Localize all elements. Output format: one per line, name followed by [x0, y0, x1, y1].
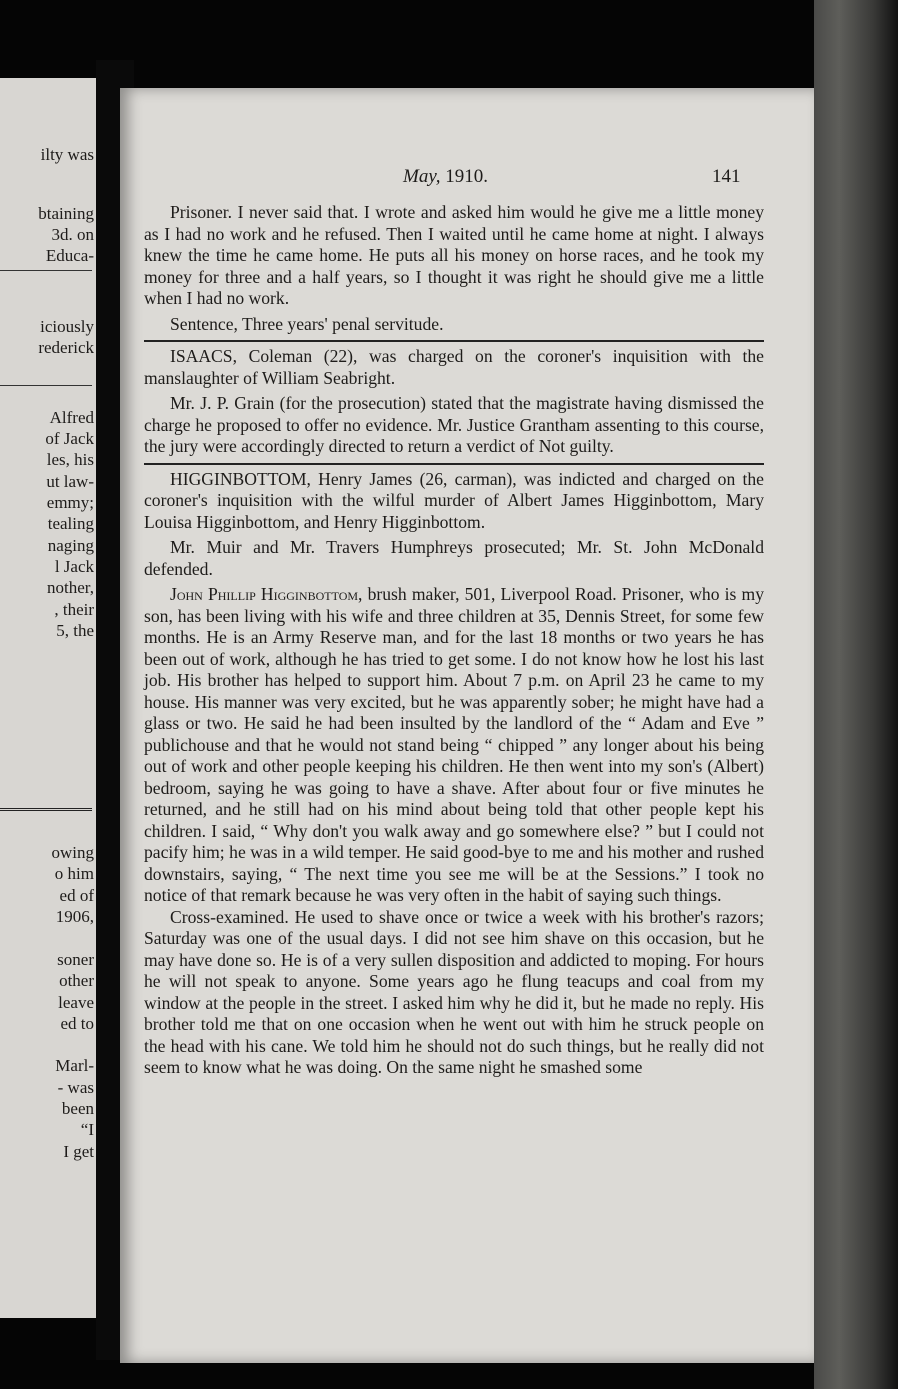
page-number: 141 [712, 166, 741, 187]
left-page-text: ilty was [40, 145, 94, 164]
left-page-text: leave [58, 993, 94, 1012]
left-page-text: of Jack [45, 429, 94, 448]
left-page-rule [0, 270, 92, 271]
scan-edge [814, 0, 898, 1389]
paragraph: Mr. Muir and Mr. Travers Humphreys prosecuted; Mr. St. John McDonald defended. [144, 537, 764, 579]
left-page-text: nother, [47, 578, 94, 597]
left-page-text: btaining [38, 204, 94, 223]
case-heading: HIGGINBOTTOM, Henry James (26, carman), was indicted and charged on the coroner's inquisition with the wilful murder of Albert James Higginbottom, Mary Louisa Higginbottom, and Henry Higginbottom. [144, 468, 764, 532]
left-page-text: owing [51, 843, 94, 862]
witness-paragraph [144, 584, 764, 907]
left-page-rule [0, 808, 92, 811]
left-page-text: other [59, 971, 94, 990]
left-page-text: Educa- [45, 246, 94, 265]
left-page-text: 5, the [56, 621, 94, 640]
left-page-text: ut law- [46, 472, 94, 491]
left-page-text: 1906, [55, 907, 94, 926]
left-page-text: l Jack [54, 557, 94, 576]
left-page-text: iciously [40, 317, 94, 336]
left-page-text: ed to [60, 1014, 94, 1033]
left-page-text: Alfred [49, 408, 94, 427]
left-page-text: I get [63, 1142, 94, 1161]
body-text [144, 202, 764, 1079]
left-page-text: rederick [38, 338, 94, 357]
left-page-rule [0, 385, 92, 386]
left-page-text: emmy; [46, 493, 94, 512]
left-page-text: - was [57, 1078, 94, 1097]
paragraph: Sentence, Three years' penal servitude. [170, 313, 444, 334]
page-header [120, 166, 814, 190]
witness-name: John Phillip Higginbottom, [170, 584, 363, 604]
left-page-text: Marl- [55, 1056, 94, 1075]
left-page-text: , their [54, 600, 94, 619]
left-page-text: tealing [47, 514, 94, 533]
witness-testimony: brush maker, 501, Liverpool Road. Prisoner, who is my son, has been living with his wife and three children at 35, Dennis Street, for some few months. He is an Army Reserve man, and for the last 18 months or two years he has been out of work, although he has tried to get some. I do not know how he lost his last job. His brother has helped to support him. About 7 p.m. on April 23 he came to my house. His manner was very excited, but he was apparently sober; he might have had a glass or two. He said he had been insulted by the landlord of the “ Adam and Eve ” publichouse and that he would not stand being “ chipped ” any longer about his being out of work and other people keeping his children. He then went into my son's (Albert) bedroom, saying he was going to have a shave. After about four or five minutes he returned, and he still had on his mind about being told that other people kept his children. I said, “ Why don't you walk away and go somewhere else? ” but I could not pacify him; he was in a wild temper. He said good-bye to me and his mother and rushed downstairs, saying, “ The next time you see me will be at the Sessions.” I took no notice of that remark because he was very often in the habit of saying such things. [144, 584, 765, 905]
left-page-fragment [0, 78, 100, 1318]
section-divider [144, 340, 764, 342]
left-page-text: naging [47, 536, 94, 555]
section-divider [144, 463, 764, 465]
paragraph: Cross-examined. He used to shave once or twice a week with his brother's razors; Saturday was one of the usual days. I did not see him shave on this occasion, but he may have done so. He is of a very sullen disposition and addicted to moping. For hours he will not speak to anyone. Some years ago he flung teacups and coal from my window at the people in the street. I asked him why he did it, but he made no reply. His brother told me that on one occasion when he went out with him he struck people on the head with his cane. We told him he should not do such things, but he really did not seem to know what he was doing. On the same night he smashed some [144, 906, 764, 1077]
paragraph: Prisoner. I never said that. I wrote and asked him would he give me a little money as I had no work and he refused. Then I waited until he came home at night. I always knew the time he came home. He puts all his money on horse races, and he took my money for three and a half years, so I thought it was right he should give me a little when I had no work. [144, 202, 764, 308]
left-page-text: o him [54, 864, 94, 883]
left-page-text: “I [80, 1120, 94, 1139]
left-page-text: been [61, 1099, 94, 1118]
left-page-text: 3d. on [51, 225, 94, 244]
page [120, 88, 814, 1363]
paragraph: Mr. J. P. Grain (for the prosecution) stated that the magistrate having dismissed the charge he proposed to offer no evidence. Mr. Justice Grantham assenting to this course, the jury were accordingly directed to return a verdict of Not guilty. [144, 393, 764, 456]
left-page-text: ed of [59, 886, 94, 905]
case-heading: ISAACS, Coleman (22), was charged on the coroner's inquisition with the manslaughter of William Seabright. [144, 346, 764, 388]
running-head: May, 1910. [403, 166, 488, 187]
left-page-text: soner [57, 950, 94, 969]
left-page-text: les, his [46, 450, 94, 469]
